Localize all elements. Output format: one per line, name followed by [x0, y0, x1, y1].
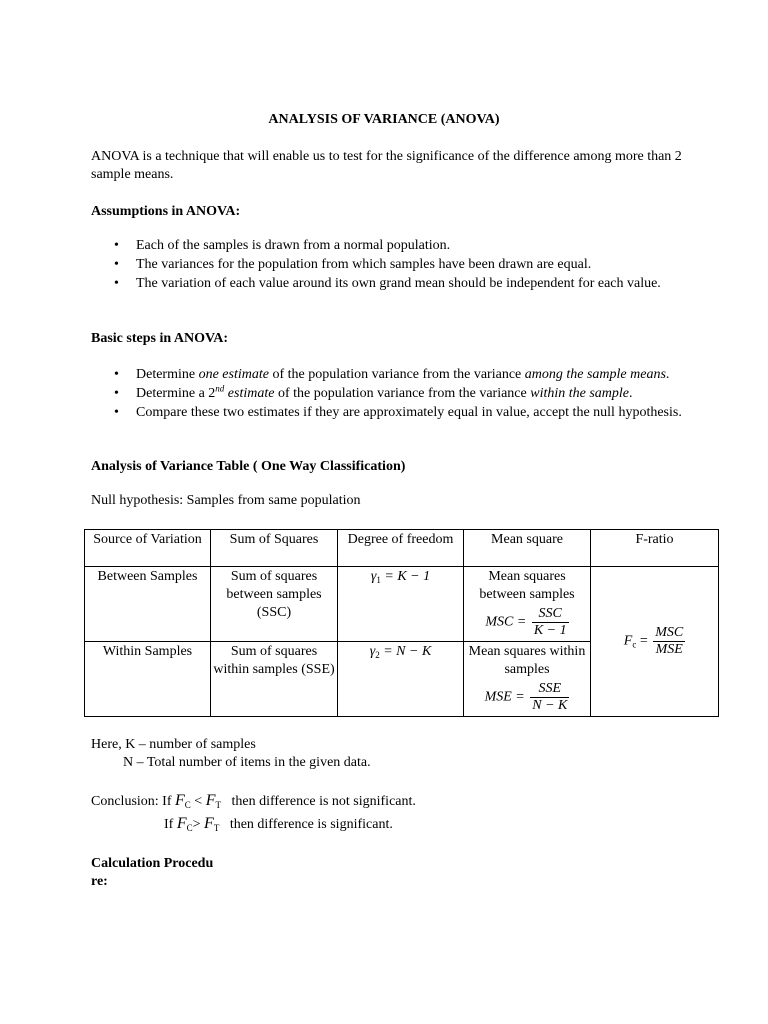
list-item: • Determine a 2nd estimate of the population variance from the variance within the sample.: [114, 383, 633, 401]
assumptions-heading: Assumptions in ANOVA:: [91, 204, 241, 219]
here-k-definition: Here, K – number of samples: [91, 737, 256, 752]
null-hypothesis: Null hypothesis: Samples from same population: [91, 493, 361, 508]
source-cell: Within Samples: [85, 642, 211, 717]
degree-of-freedom-cell: $\gamma_1 = K - 1$: [338, 567, 464, 642]
bullet-icon: •: [114, 257, 119, 272]
table-header-row: [85, 530, 719, 567]
list-item: • The variation of each value around its own grand mean should be independent for each value.: [114, 276, 661, 291]
mean-square-cell: Mean squares within samples MSE = $\frac{\text{SSE}}{N - K}$: [464, 642, 591, 717]
header-f-ratio: F-ratio: [591, 530, 719, 567]
list-item: • Each of the samples is drawn from a normal population.: [114, 238, 451, 253]
bullet-icon: •: [114, 238, 119, 253]
mse-formula: MSE = $\frac{\text{SSE}}{N - K}$: [484, 681, 568, 713]
anova-table: [84, 529, 719, 717]
header-degree-of-freedom: Degree of freedom: [338, 530, 464, 567]
bullet-icon: •: [114, 367, 119, 382]
sum-of-squares-cell: Sum of squares between samples (SSC): [211, 567, 338, 642]
f-ratio-formula: $\frac{\text{MSC}}{\text{MSE}}$: [655, 625, 684, 657]
intro-paragraph: ANOVA is a technique that will enable us to test for the significance of the difference among more than 2 sample means.: [91, 149, 682, 182]
f-ratio-cell: $F_c$ = $\frac{\text{MSC}}{\text{MSE}}$: [591, 567, 719, 717]
mean-square-cell: Mean squares between samples MSC = $\frac{\text{SSC}}{K - 1}$: [464, 567, 591, 642]
header-mean-square: Mean square: [464, 530, 591, 567]
sum-of-squares-cell: Sum of squares within samples (SSE): [211, 642, 338, 717]
conclusion-line-1: Conclusion: If $F_C < F_T$ then difference is not significant.: [91, 792, 416, 810]
bullet-icon: •: [114, 405, 119, 420]
bullet-icon: •: [114, 386, 119, 401]
anova-table-heading: Analysis of Variance Table ( One Way Classification): [91, 459, 406, 474]
list-item: • Determine one estimate of the population variance from the variance among the sample means.: [114, 367, 670, 382]
header-sum-of-squares: Sum of Squares: [211, 530, 338, 567]
list-item: • Compare these two estimates if they are approximately equal in value, accept the null hypothesis.: [114, 405, 682, 420]
table-row: [85, 567, 719, 642]
conclusion-line-2: If $F_C> F_T$ then difference is significant.: [164, 815, 393, 833]
header-source: Source of Variation: [85, 530, 211, 567]
msc-formula: MSC = $\frac{\text{SSC}}{K - 1}$: [485, 606, 567, 638]
bullet-icon: •: [114, 276, 119, 291]
calculation-procedure-heading: Calculation Procedu re:: [91, 856, 214, 889]
page-title: ANALYSIS OF VARIANCE (ANOVA): [268, 112, 500, 127]
source-cell: Between Samples: [85, 567, 211, 642]
list-item: • The variances for the population from which samples have been drawn are equal.: [114, 257, 592, 272]
here-n-definition: N – Total number of items in the given data.: [123, 755, 371, 770]
basic-steps-heading: Basic steps in ANOVA:: [91, 331, 229, 346]
degree-of-freedom-cell: $\gamma_2 = N - K$: [338, 642, 464, 717]
